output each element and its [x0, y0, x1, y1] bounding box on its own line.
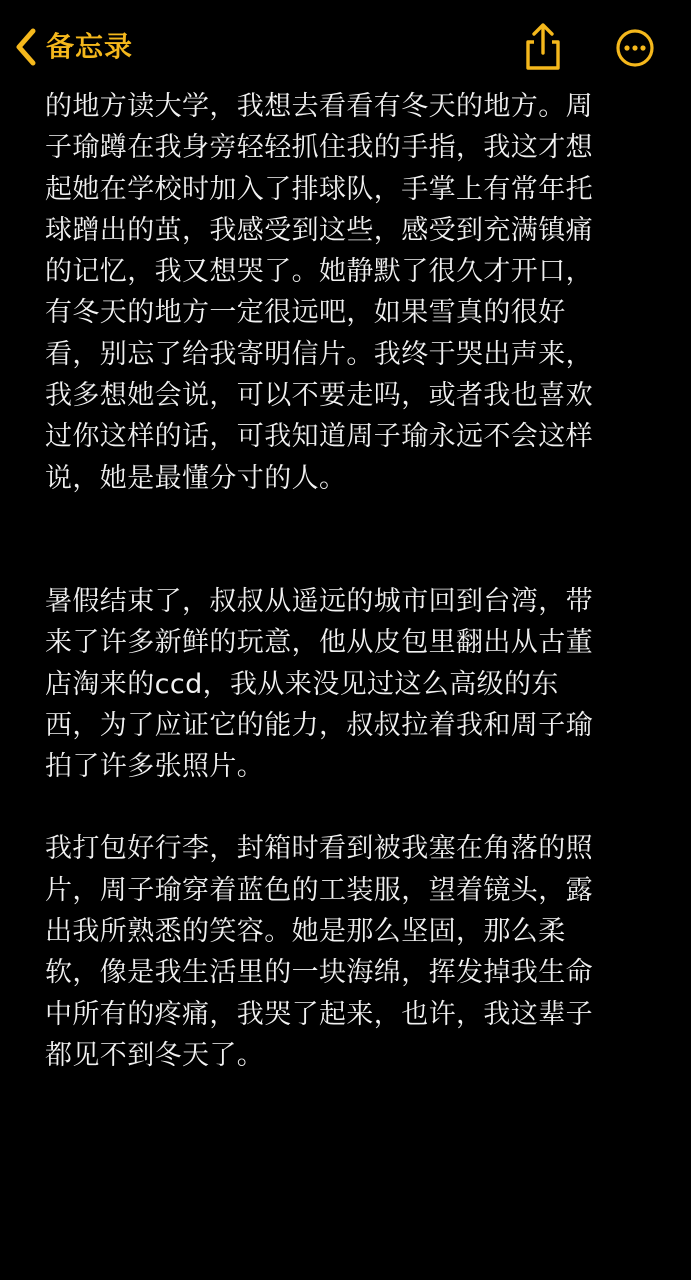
note-paragraph	[45, 828, 635, 1076]
note-body[interactable]	[45, 86, 635, 1076]
more-ellipsis-icon	[612, 22, 658, 72]
text-line: 有冬天的地方一定很远吧，如果雪真的很好	[45, 297, 566, 329]
text-line: 店淘来的ccd，我从来没见过这么高级的东	[45, 668, 559, 700]
text-line: 起她在学校时加入了排球队，手掌上有常年托	[45, 173, 593, 205]
blank-line	[45, 787, 635, 828]
text-line: 看，别忘了给我寄明信片。我终于哭出声来，	[45, 338, 593, 370]
text-line: 球蹭出的茧，我感受到这些，感受到充满镇痛	[45, 214, 593, 246]
share-icon	[520, 22, 566, 72]
chevron-left-icon	[14, 27, 38, 67]
text-line: 说，她是最懂分寸的人。	[45, 462, 347, 494]
text-line: 拍了许多张照片。	[45, 751, 265, 783]
back-label: 备忘录	[46, 30, 134, 63]
back-button[interactable]	[14, 24, 133, 70]
text-line: 的地方读大学，我想去看看有冬天的地方。周	[45, 91, 593, 122]
text-line: 暑假结束了，叔叔从遥远的城市回到台湾，带	[45, 585, 593, 617]
text-line: 我多想她会说，可以不要走吗，或者我也喜欢	[45, 380, 593, 412]
text-line: 子瑜蹲在我身旁轻轻抓住我的手指，我这才想	[45, 132, 593, 164]
text-line: 西，为了应证它的能力，叔叔拉着我和周子瑜	[45, 709, 593, 741]
blank-lines	[45, 499, 635, 581]
text-line: 的记忆，我又想哭了。她静默了很久才开口，	[45, 256, 593, 288]
text-line: 软，像是我生活里的一块海绵，挥发掉我生命	[45, 957, 593, 989]
text-line: 片，周子瑜穿着蓝色的工装服，望着镜头，露	[45, 874, 593, 906]
text-line: 都见不到冬天了。	[45, 1039, 265, 1071]
note-paragraph	[45, 86, 635, 499]
more-button[interactable]	[612, 22, 658, 72]
text-line: 来了许多新鲜的玩意，他从皮包里翻出从古董	[45, 627, 593, 659]
text-line: 出我所熟悉的笑容。她是那么坚固，那么柔	[45, 916, 566, 948]
share-button[interactable]	[520, 22, 566, 72]
navigation-bar	[0, 0, 691, 96]
text-line: 过你这样的话，可我知道周子瑜永远不会这样	[45, 421, 593, 453]
text-line: 我打包好行李，封箱时看到被我塞在角落的照	[45, 833, 593, 865]
note-paragraph	[45, 581, 635, 787]
text-line: 中所有的疼痛，我哭了起来，也许，我这辈子	[45, 998, 593, 1030]
